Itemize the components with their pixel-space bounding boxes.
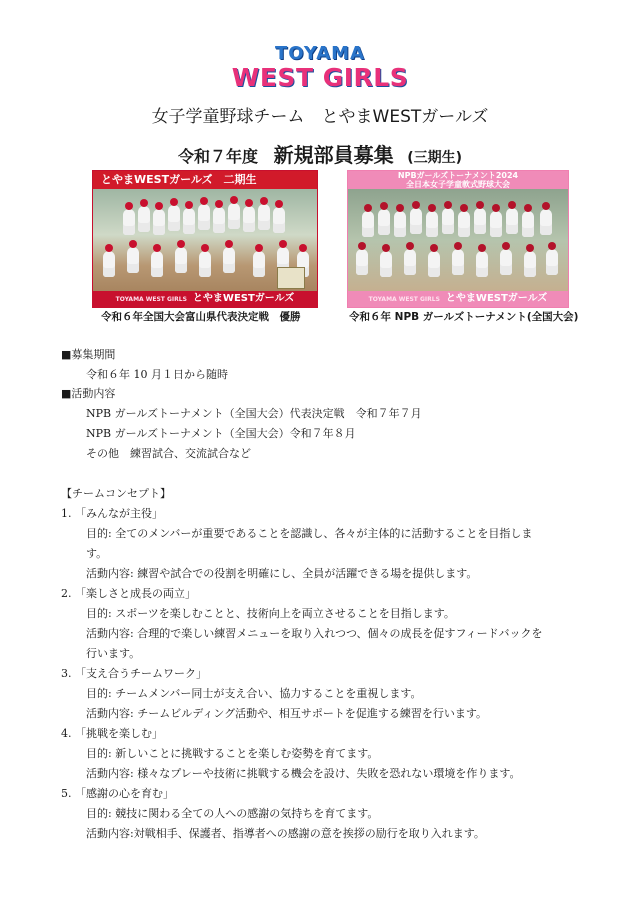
photo-footer (93, 291, 317, 307)
concept-title: 3. 「支え合うチームワーク」 (61, 667, 207, 680)
photo-banner (348, 171, 568, 189)
page-title (0, 139, 640, 168)
concept-activity: 活動内容: 様々なプレーや技術に挑戦する機会を設け、失敗を恐れない環境を作ります。 (86, 767, 521, 780)
concept-title: 5. 「感謝の心を育む」 (61, 787, 174, 800)
footer-team-name: とやまWESTガールズ (445, 293, 548, 304)
photo-caption-right: 令和６年 NPB ガールズトーナメント(全国大会) (349, 311, 579, 323)
team-photo-npb-tournament (347, 170, 569, 308)
period-heading: ■募集期間 (61, 348, 116, 361)
banner-line1: NPBガールズトーナメント2024 (397, 171, 519, 180)
concept-purpose: 目的: 新しいことに挑戦することを楽しむ姿勢を育てます。 (86, 747, 379, 760)
team-subtitle: 女子学童野球チーム とやまWESTガールズ (151, 107, 489, 127)
concept-activity: 活動内容: チームビルディング活動や、相互サポートを促進する練習を行います。 (86, 707, 487, 720)
activity-item: その他 練習試合、交流試合など (86, 447, 251, 460)
title-main: 新規部員募集 (273, 143, 394, 167)
trophy-plaque (277, 267, 305, 289)
team-photo-second-generation (92, 170, 318, 308)
footer-team-name: とやまWESTガールズ (192, 293, 295, 304)
logo-text-west-girls: WEST GIRLS (231, 63, 409, 92)
concept-title: 4. 「挑戦を楽しむ」 (61, 727, 163, 740)
concept-activity: 活動内容: 合理的で楽しい練習メニューを取り入れつつ、個々の成長を促すフィードバックを (86, 627, 543, 640)
photo-caption-left: 令和６年全国大会富山県代表決定戦 優勝 (101, 311, 301, 323)
team-photo-image (348, 189, 568, 291)
period-value: 令和６年 10 月１日から随時 (86, 368, 228, 381)
concept-purpose-cont: す。 (86, 547, 108, 560)
photo-banner: とやまWESTガールズ 二期生 (93, 171, 317, 189)
concept-activity-cont: 行います。 (86, 647, 141, 660)
concept-purpose: 目的: 全てのメンバーが重要であることを認識し、各々が主体的に活動することを目指しま (86, 527, 533, 540)
team-logo (0, 44, 640, 91)
activity-item: NPB ガールズトーナメント（全国大会）令和７年８月 (86, 427, 356, 440)
title-year: 令和７年度 (178, 147, 259, 166)
concept-purpose: 目的: チームメンバー同士が支え合い、協力することを重視します。 (86, 687, 422, 700)
concept-purpose: 目的: スポーツを楽しむことと、技術向上を両立させることを目指します。 (86, 607, 455, 620)
activity-item: NPB ガールズトーナメント（全国大会）代表決定戦 令和７年７月 (86, 407, 422, 420)
photo-footer (348, 291, 568, 307)
team-photo-image (93, 189, 317, 291)
concept-activity: 活動内容: 練習や試合での役割を明確にし、全員が活躍できる場を提供します。 (86, 567, 478, 580)
concept-title: 2. 「楽しさと成長の両立」 (61, 587, 196, 600)
concept-title: 1. 「みんなが主役」 (61, 507, 163, 520)
footer-logo: TOYAMA WEST GIRLS (115, 296, 187, 303)
concept-activity: 活動内容:対戦相手、保護者、指導者への感謝の意を挨拶の励行を取り入れます。 (86, 827, 485, 840)
banner-line2: 全日本女子学童軟式野球大会 (406, 180, 510, 189)
title-term: (三期生) (407, 150, 462, 166)
concept-heading: 【チームコンセプト】 (61, 487, 171, 500)
logo-text-toyama: TOYAMA (274, 43, 366, 64)
activity-heading: ■活動内容 (61, 387, 116, 400)
concept-purpose: 目的: 競技に関わる全ての人への感謝の気持ちを育てます。 (86, 807, 379, 820)
footer-logo: TOYAMA WEST GIRLS (368, 296, 440, 303)
